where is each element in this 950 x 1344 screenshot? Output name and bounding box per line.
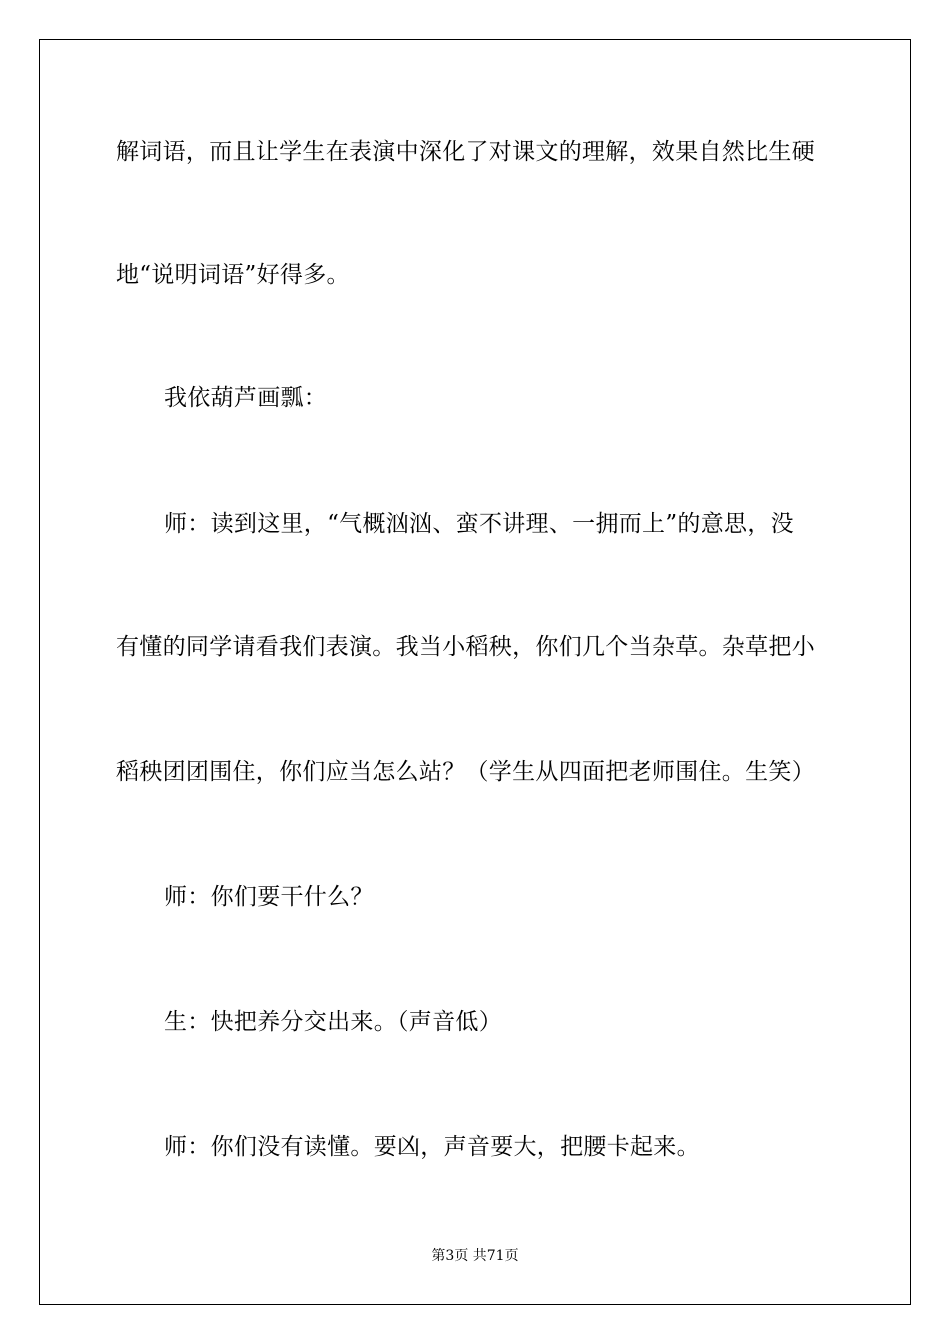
page-number: 第3页 共71页 [431,1248,519,1264]
body-line-5: 有懂的同学请看我们表演。我当小稻秧，你们几个当杂草。杂草把小 [116,634,815,660]
body-line-2: 地“说明词语”好得多。 [116,262,350,288]
body-line-6: 稻秧团团围住，你们应当怎么站？（学生从四面把老师围住。生笑） [116,759,815,785]
page-border [39,39,911,1305]
body-line-4: 师：读到这里，“气概汹汹、蛮不讲理、一拥而上”的意思，没 [164,511,794,537]
body-line-9: 师：你们没有读懂。要凶，声音要大，把腰卡起来。 [164,1134,700,1160]
body-line-3: 我依葫芦画瓢： [164,385,328,411]
body-line-8: 生：快把养分交出来。（声音低） [164,1009,502,1035]
body-line-7: 师：你们要干什么？ [164,884,374,910]
body-line-1: 解词语，而且让学生在表演中深化了对课文的理解，效果自然比生硬 [116,139,815,165]
